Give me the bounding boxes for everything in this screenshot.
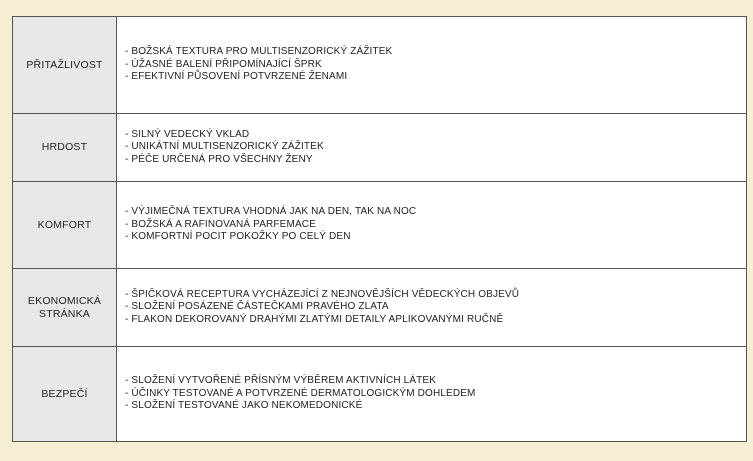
row-content: [117, 269, 746, 346]
row-label: HRDOST: [13, 114, 117, 181]
list-item: - FLAKON DEKOROVANÝ DRAHÝMI ZLATÝMI DETAILY APLIKOVANÝMI RUČNĚ: [125, 313, 504, 325]
row-content: [117, 347, 746, 441]
bullet-list: [125, 46, 392, 84]
list-item: - SILNÝ VEDECKÝ VKLAD: [125, 128, 250, 140]
bullet-list: [125, 206, 416, 244]
list-item: - UNIKÁTNÍ MULTISENZORICKÝ ZÁŽITEK: [125, 141, 324, 153]
bullet-list: [125, 289, 519, 327]
list-item: - BOŽSKÁ A RAFINOVANÁ PARFEMACE: [125, 218, 316, 230]
table-row-komfort: [13, 181, 746, 268]
list-item: - KOMFORTNÍ POCIT POKOŽKY PO CELÝ DEN: [125, 231, 351, 243]
list-item: - SLOŽENÍ TESTOVANÉ JAKO NEKOMEDONICKÉ: [125, 400, 363, 412]
list-item: - SLOŽENÍ POSÁZENÉ ČÁSTEČKAMI PRAVÉHO ZLATA: [125, 301, 389, 313]
list-item: - BOŽSKÁ TEXTURA PRO MULTISENZORICKÝ ZÁŽITEK: [125, 46, 393, 58]
table-row-ekonomicka-stranka: [13, 268, 746, 346]
benefits-table: [12, 16, 747, 442]
list-item: - ŠPIČKOVÁ RECEPTURA VYCHÁZEJÍCÍ Z NEJNOVĚJŠÍCH VĚDECKÝCH OBJEVŮ: [125, 288, 520, 300]
table-row-hrdost: [13, 113, 746, 181]
bullet-list: [125, 375, 476, 413]
row-content: [117, 182, 746, 268]
row-label: BEZPEČÍ: [13, 347, 117, 441]
row-label: KOMFORT: [13, 182, 117, 268]
bullet-list: [125, 129, 324, 167]
list-item: - VÝJIMEČNÁ TEXTURA VHODNÁ JAK NA DEN, TAK NA NOC: [125, 206, 417, 218]
list-item: - ÚŽASNÉ BALENÍ PŘIPOMÍNAJÍCÍ ŠPRK: [125, 58, 322, 70]
row-label: PŘITAŽLIVOST: [13, 17, 117, 113]
list-item: - PÉČE URČENÁ PRO VŠECHNY ŽENY: [125, 153, 313, 165]
row-label: EKONOMICKÁ STRÁNKA: [13, 269, 117, 346]
list-item: - ÚČINKY TESTOVANÉ A POTVRZENÉ DERMATOLOGICKÝM DOHLEDEM: [125, 387, 476, 399]
row-content: [117, 17, 746, 113]
table-row-bezpeci: [13, 346, 746, 441]
table-row-pritazlivost: [13, 17, 746, 113]
list-item: - EFEKTIVNÍ PŮSOVENÍ POTVRZENÉ ŽENAMI: [125, 71, 348, 83]
row-content: [117, 114, 746, 181]
list-item: - SLOŽENÍ VYTVOŘENÉ PŘÍSNÝM VÝBĚREM AKTIVNÍCH LÁTEK: [125, 375, 437, 387]
